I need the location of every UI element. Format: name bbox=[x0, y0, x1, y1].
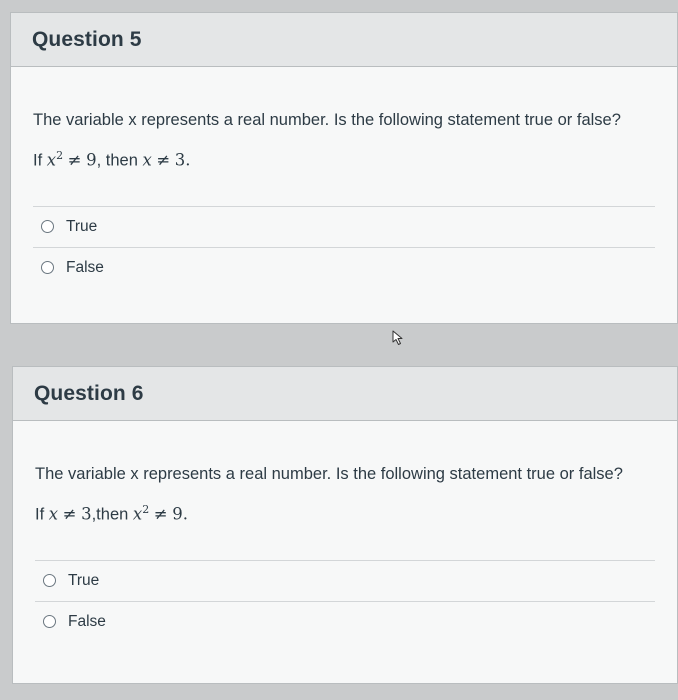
statement-end: . bbox=[185, 150, 191, 170]
math-variable: x bbox=[132, 504, 143, 524]
math-exponent: 2 bbox=[56, 149, 64, 162]
question-title: Question 6 bbox=[34, 381, 144, 405]
radio-unchecked-icon[interactable] bbox=[43, 615, 56, 628]
math-variable: x bbox=[142, 150, 152, 170]
question-body bbox=[13, 421, 677, 642]
radio-unchecked-icon[interactable] bbox=[41, 220, 54, 233]
math-exponent: 2 bbox=[142, 503, 150, 516]
mouse-pointer-icon bbox=[392, 330, 406, 346]
statement-prefix: If bbox=[35, 505, 49, 524]
not-equal-symbol: ≠ bbox=[156, 150, 171, 170]
statement-connector: ,then bbox=[91, 505, 133, 524]
question-title: Question 5 bbox=[32, 27, 142, 51]
answer-option-true[interactable] bbox=[35, 561, 655, 602]
answer-list bbox=[33, 206, 655, 288]
statement-connector: , then bbox=[96, 151, 143, 170]
answer-label: True bbox=[68, 571, 100, 589]
math-number: 3 bbox=[174, 150, 186, 170]
answer-list bbox=[35, 560, 655, 642]
question-header bbox=[11, 13, 677, 67]
question-body bbox=[11, 67, 677, 288]
radio-unchecked-icon[interactable] bbox=[41, 261, 54, 274]
radio-unchecked-icon[interactable] bbox=[43, 574, 56, 587]
question-card-5 bbox=[10, 12, 678, 324]
answer-label: False bbox=[66, 258, 104, 276]
answer-option-true[interactable] bbox=[33, 207, 655, 248]
not-equal-symbol: ≠ bbox=[62, 504, 77, 524]
answer-option-false[interactable] bbox=[35, 602, 655, 642]
question-statement bbox=[35, 499, 655, 526]
question-statement bbox=[33, 145, 655, 172]
statement-end: . bbox=[182, 504, 188, 524]
math-number: 9 bbox=[86, 150, 97, 170]
math-number: 3 bbox=[81, 504, 92, 524]
math-variable: x bbox=[46, 150, 57, 170]
question-header bbox=[13, 367, 677, 421]
question-card-6 bbox=[12, 366, 678, 684]
answer-option-false[interactable] bbox=[33, 248, 655, 288]
statement-prefix: If bbox=[33, 151, 47, 170]
question-stem: The variable x represents a real number. Is the following statement true or false? bbox=[33, 111, 621, 129]
answer-label: False bbox=[68, 612, 106, 630]
not-equal-symbol: ≠ bbox=[153, 504, 168, 524]
math-number: 9 bbox=[172, 504, 183, 524]
answer-label: True bbox=[66, 217, 98, 235]
math-variable: x bbox=[48, 504, 59, 524]
question-stem: The variable x represents a real number. Is the following statement true or false? bbox=[35, 465, 623, 483]
not-equal-symbol: ≠ bbox=[67, 150, 82, 170]
